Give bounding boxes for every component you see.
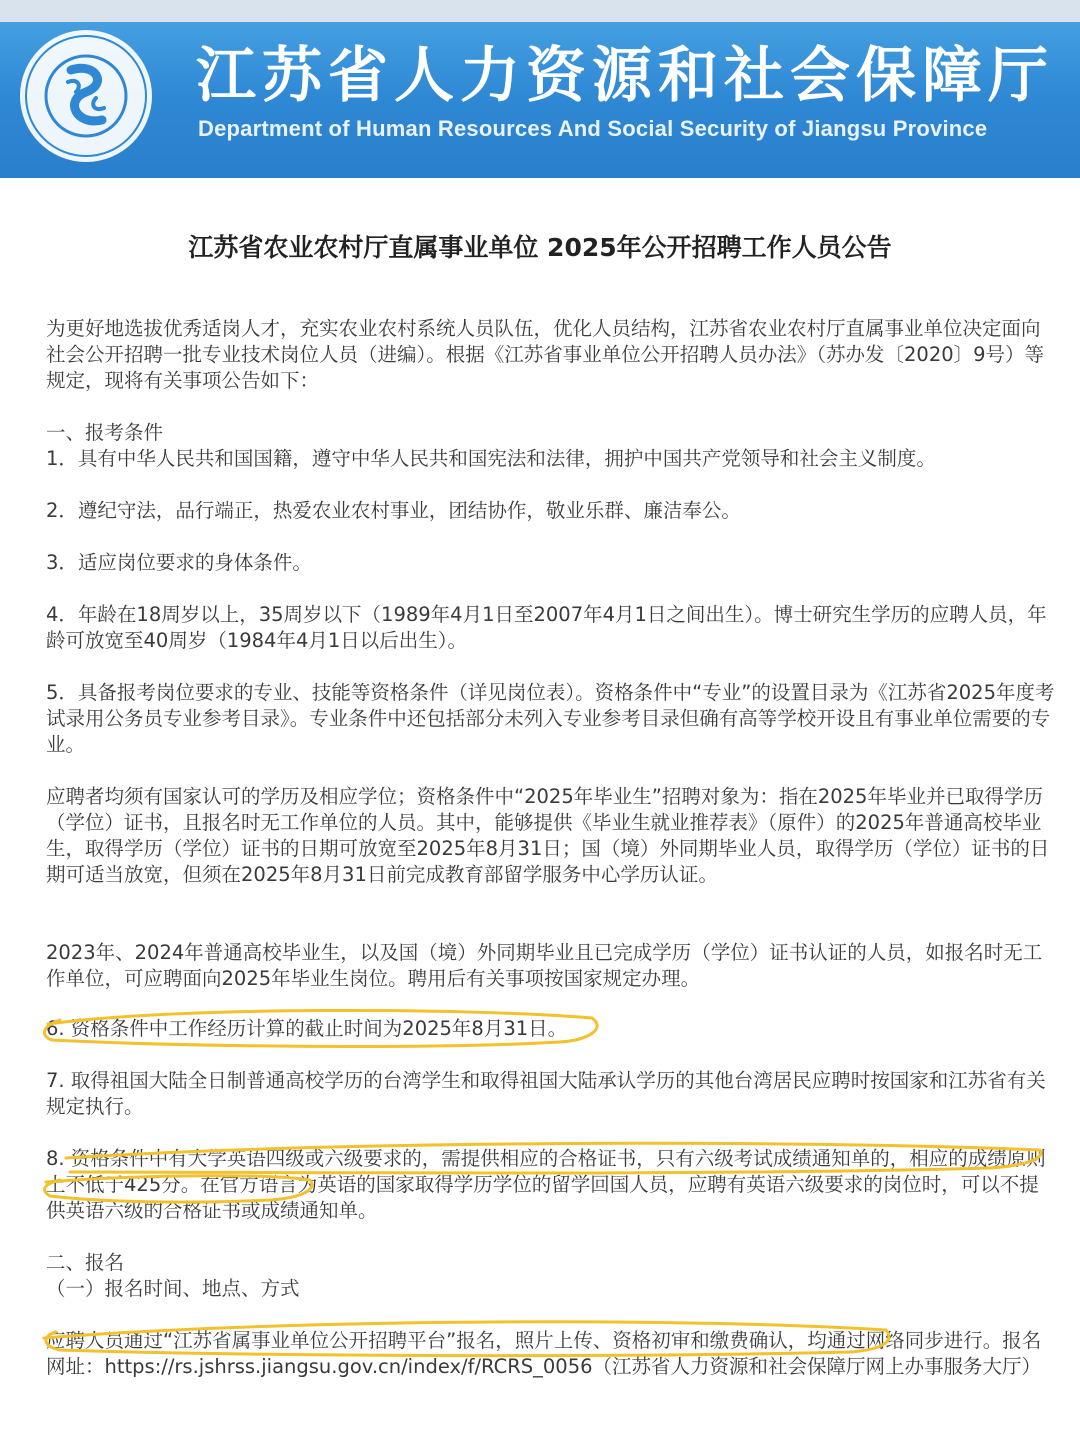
subsection-heading-registration-time: （一）报名时间、地点、方式 (46, 1277, 300, 1300)
org-name-en: Department of Human Resources And Social Security of Jiangsu Province (198, 116, 988, 141)
condition-item-5: 5．具备报考岗位要求的专业、技能等资格条件（详见岗位表）。资格条件中“专业”的设置目录为《江苏省2025年度考试录用公务员专业参考目录》。专业条件中还包括部分未列入专业参考目录但确有高等学校开设且有事业单位需要的专业。 (46, 681, 1055, 756)
condition-item-4: 4．年龄在18周岁以上，35周岁以下（1989年4月1日至2007年4月1日之间出生）。博士研究生学历的应聘人员，年龄可放宽至40周岁（1984年4月1日以后出生）。 (46, 603, 1047, 652)
intro-paragraph (46, 316, 1056, 394)
org-name-cn: 江苏省人力资源和社会保障厅 (196, 41, 1054, 111)
header-banner (0, 0, 1080, 178)
jiangsu-hrss-emblem-icon (16, 26, 156, 166)
intro-text: 为更好地选拔优秀适岗人才，充实农业农村系统人员队伍，优化人员结构，江苏省农业农村厅直属事业单位决定面向社会公开招聘一批专业技术岗位人员（进编）。根据《江苏省事业单位公开招聘人员办法》（苏办发〔2020〕9号）等规定，现将有关事项公告如下： (46, 317, 1045, 392)
condition-item-8: 8. 资格条件中有大学英语四级或六级要求的，需提供相应的合格证书，只有六级考试成绩通知单的，相应的成绩原则上不低于425分。在官方语言为英语的国家取得学历学位的留学回国人员，应聘有英语六级要求的岗位时，可以不提供英语六级的合格证书或成绩通知单。 (46, 1147, 1046, 1222)
condition-item-3: 3．适应岗位要求的身体条件。 (46, 551, 312, 574)
announcement-title: 江苏省农业农村厅直属事业单位 2025年公开招聘工作人员公告 (188, 233, 892, 262)
condition-item-7: 7. 取得祖国大陆全日制普通高校学历的台湾学生和取得祖国大陆承认学历的其他台湾居民应聘时按国家和江苏省有关规定执行。 (46, 1069, 1046, 1118)
banner-top-strip (0, 0, 1080, 22)
condition-item-6: 6. 资格条件中工作经历计算的截止时间为2025年8月31日。 (46, 1017, 568, 1040)
condition-item-1: 1．具有中华人民共和国国籍，遵守中华人民共和国宪法和法律，拥护中国共产党领导和社会主义制度。 (46, 447, 936, 470)
registration-paragraph: 应聘人员通过“江苏省属事业单位公开招聘平台”报名，照片上传、资格初审和缴费确认，均通过网络同步进行。报名网址：https://rs.jshrss.jiangsu.gov.cn/index/f/RCRS_0056（江苏省人力资源和社会保障厅网上办事服务大厅） (46, 1329, 1042, 1378)
section-heading-registration: 二、报名 (46, 1251, 125, 1274)
section-heading-conditions: 一、报考条件 (46, 421, 164, 444)
degree-paragraph: 应聘者均须有国家认可的学历及相应学位；资格条件中“2025年毕业生”招聘对象为：指在2025年毕业并已取得学历（学位）证书，且报名时无工作单位的人员。其中，能够提供《毕业生就业推荐表》（原件）的2025年普通高校毕业生，取得学历（学位）证书的日期可放宽至2025年8月31日；国（境）外同期毕业人员，取得学历（学位）证书的日期可适当放宽，但须在2025年8月31日前完成教育部留学服务中心学历认证。 (46, 785, 1050, 886)
condition-item-2: 2．遵纪守法，品行端正，热爱农业农村事业，团结协作，敬业乐群、廉洁奉公。 (46, 499, 741, 522)
previous-graduates-paragraph: 2023年、2024年普通高校毕业生，以及国（境）外同期毕业且已完成学历（学位）证书认证的人员，如报名时无工作单位，可应聘面向2025年毕业生岗位。聘用后有关事项按国家规定办理。 (46, 941, 1043, 990)
